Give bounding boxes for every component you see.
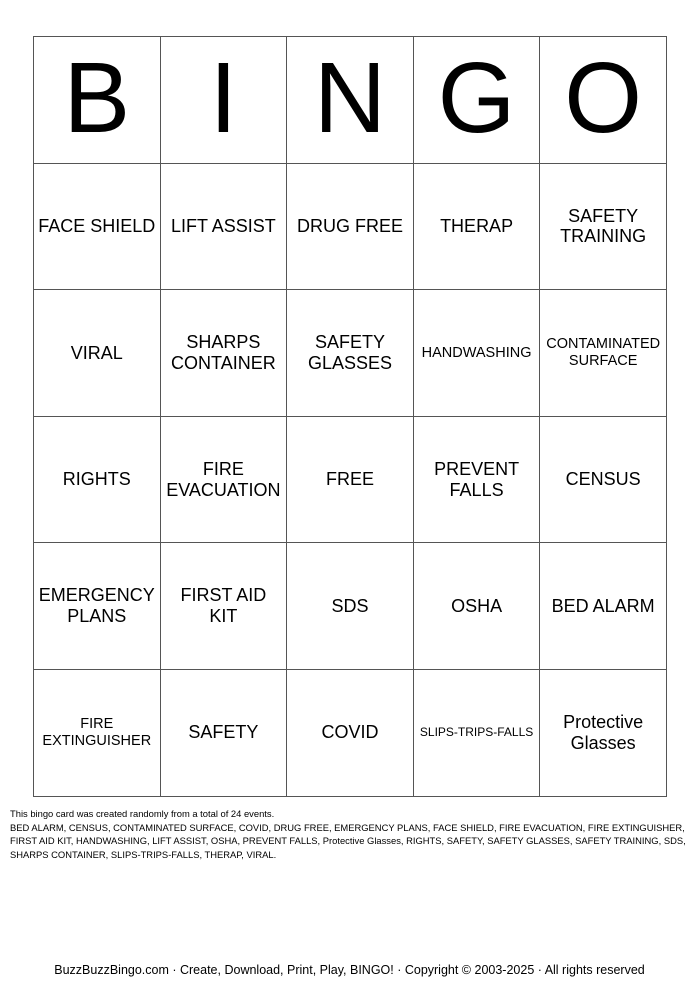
bingo-cell: SHARPS CONTAINER (160, 290, 287, 417)
bingo-cell: OSHA (413, 543, 540, 670)
bingo-cell: FIRST AID KIT (160, 543, 287, 670)
bingo-cell: RIGHTS (34, 416, 161, 543)
bingo-cell: DRUG FREE (287, 163, 414, 290)
bingo-cell: SAFETY TRAINING (540, 163, 667, 290)
bingo-cell: PREVENT FALLS (413, 416, 540, 543)
bingo-cell: FIRE EVACUATION (160, 416, 287, 543)
bingo-cell: SAFETY (160, 669, 287, 796)
bingo-cell: FIRE EXTINGUISHER (34, 669, 161, 796)
bingo-cell: EMERGENCY PLANS (34, 543, 161, 670)
notes-event-list: BED ALARM, CENSUS, CONTAMINATED SURFACE, COVID, DRUG FREE, EMERGENCY PLANS, FACE SHIELD, FIRE EVACUATION, FIRE EXTINGUISHER, FIRST AID KIT, HANDWASHING, LIFT ASSIST, OSHA, PREVENT FALLS, Protective Glasses, RIGHTS, SAFETY, SAFETY GLASSES, SAFETY TRAINING, SDS, SHARPS CONTAINER, SLIPS-TRIPS-FALLS, THERAP, VIRAL. (10, 821, 686, 860)
bingo-cell: FREE (287, 416, 414, 543)
header-row (34, 37, 667, 164)
bingo-cell: CENSUS (540, 416, 667, 543)
bingo-cell: SLIPS-TRIPS-FALLS (413, 669, 540, 796)
card-row (34, 543, 667, 670)
page-footer: BuzzBuzzBingo.com · Create, Download, Print, Play, BINGO! · Copyright © 2003-2025 · All rights reserved (54, 963, 645, 977)
bingo-cell: FACE SHIELD (34, 163, 161, 290)
header-letter-n: N (287, 37, 414, 164)
card-notes (10, 807, 690, 861)
bingo-cell: LIFT ASSIST (160, 163, 287, 290)
card-row (34, 290, 667, 417)
bingo-cell: SAFETY GLASSES (287, 290, 414, 417)
card-row (34, 163, 667, 290)
bingo-cell: VIRAL (34, 290, 161, 417)
bingo-card (33, 36, 667, 797)
bingo-cell: BED ALARM (540, 543, 667, 670)
bingo-cell: Protective Glasses (540, 669, 667, 796)
header-letter-i: I (160, 37, 287, 164)
bingo-cell: COVID (287, 669, 414, 796)
card-row (34, 669, 667, 796)
header-letter-o: O (540, 37, 667, 164)
header-letter-b: B (34, 37, 161, 164)
notes-intro: This bingo card was created randomly from a total of 24 events. (10, 808, 275, 819)
card-row (34, 416, 667, 543)
bingo-cell: HANDWASHING (413, 290, 540, 417)
bingo-cell: THERAP (413, 163, 540, 290)
bingo-cell: CONTAMINATED SURFACE (540, 290, 667, 417)
bingo-cell: SDS (287, 543, 414, 670)
header-letter-g: G (413, 37, 540, 164)
